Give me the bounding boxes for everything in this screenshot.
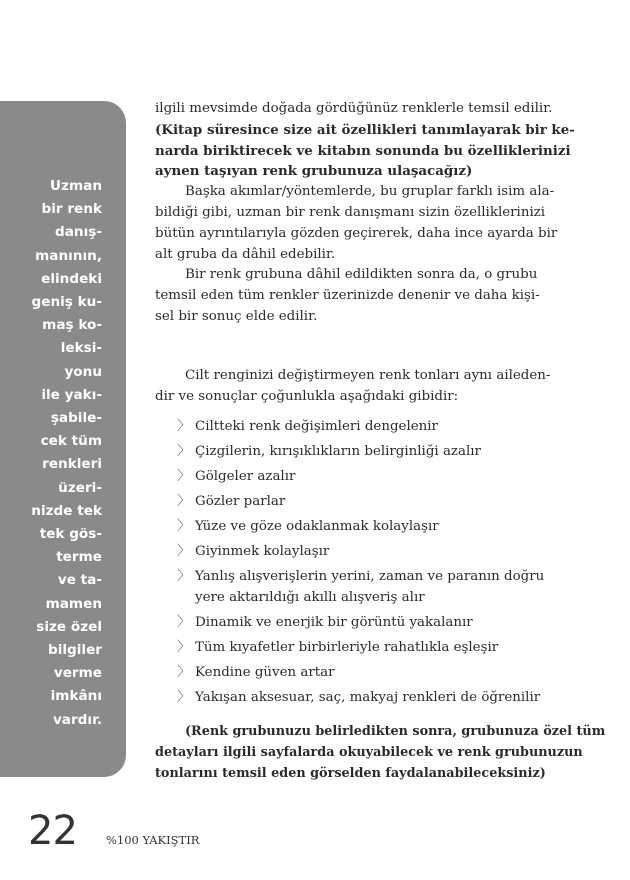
- list-item-text: Tüm kıyafetler birbirleriyle rahatlıkla eşleşir: [195, 640, 499, 656]
- text-line: bildiği gibi, uzman bir renk danışmanı sizin özelliklerinizi: [155, 204, 546, 220]
- bullet-chevron-icon: 〉: [177, 615, 191, 631]
- bullet-chevron-icon: 〉: [177, 419, 191, 435]
- bullet-chevron-icon: 〉: [177, 544, 191, 560]
- sidebar-line: renkleri: [42, 456, 102, 473]
- text-line: dir ve sonuçlar çoğunlukla aşağıdaki gibidir:: [155, 388, 459, 404]
- text-line: alt gruba da dâhil edebilir.: [155, 246, 336, 262]
- list-item-text: Gölgeler azalır: [195, 469, 296, 485]
- sidebar-callout: [0, 101, 126, 777]
- bullet-chevron-icon: 〉: [177, 494, 191, 510]
- sidebar-line: bilgiler: [47, 642, 102, 659]
- list-item: [155, 417, 529, 438]
- sidebar-line: geniş ku-: [31, 294, 102, 311]
- sidebar-line: elindeki: [41, 270, 102, 287]
- list-item-text: Yanlış alışverişlerin yerini, zaman ve paranın doğru: [195, 569, 545, 585]
- sidebar-line: terme: [56, 549, 102, 566]
- paragraph-3: [155, 265, 540, 327]
- text-line: detayları ilgili sayfalarda okuyabilecek ve renk grubunuzun: [155, 744, 583, 760]
- sidebar-line: ile yakı-: [41, 386, 102, 403]
- closing-note: [155, 722, 606, 784]
- list-item-text: Gözler parlar: [195, 494, 286, 510]
- list-item: [155, 613, 529, 634]
- sidebar-line: maş ko-: [42, 317, 102, 334]
- list-item-text: Yakışan aksesuar, saç, makyaj renkleri de öğrenilir: [195, 690, 541, 705]
- bullet-chevron-icon: 〉: [177, 469, 191, 485]
- text-line: narda biriktirecek ve kitabın sonunda bu özelliklerinizi: [155, 142, 571, 159]
- text-line: tonlarını temsil eden görselden faydalanabileceksiniz): [155, 765, 546, 781]
- bullet-chevron-icon: 〉: [177, 569, 191, 585]
- text-line: temsil eden tüm renkler üzerinizde denenir ve daha kişi-: [155, 288, 540, 304]
- text-line: Bir renk grubuna dâhil edildikten sonra da, o grubu: [185, 267, 538, 283]
- sidebar-line: danış-: [55, 224, 102, 241]
- sidebar-line: üzeri-: [58, 479, 102, 496]
- bullet-chevron-icon: 〉: [177, 665, 191, 681]
- bullet-chevron-icon: 〉: [177, 640, 191, 656]
- sidebar-line: nizde tek: [31, 502, 102, 519]
- sidebar-line: size özel: [36, 618, 102, 635]
- sidebar-line: leksi-: [60, 340, 102, 357]
- sidebar-line: şabile-: [50, 410, 102, 427]
- sidebar-line: Uzman: [50, 178, 102, 194]
- list-item-text: Çizgilerin, kırışıklıkların belirginliği azalır: [195, 444, 481, 460]
- sidebar-line: vardır.: [52, 711, 102, 728]
- main-text: [155, 99, 575, 713]
- list-item: [155, 638, 529, 659]
- list-item: [155, 542, 529, 563]
- benefits-list: [155, 417, 545, 708]
- list-item-text: Dinamik ve enerjik bir görüntü yakalanır: [195, 615, 473, 631]
- sidebar-line: bir renk: [41, 201, 102, 218]
- text-line: bütün ayrıntılarıyla gözden geçirerek, daha ince ayarda bir: [155, 225, 558, 241]
- text-line: Başka akımlar/yöntemlerde, bu gruplar farklı isim ala-: [185, 184, 555, 200]
- sidebar-line: tek gös-: [39, 526, 102, 543]
- spacer: [155, 328, 529, 366]
- bullet-chevron-icon: 〉: [177, 519, 191, 535]
- text-line: ilgili mevsimde doğada gördüğünüz renklerle temsil edilir.: [155, 101, 553, 116]
- sidebar-line: imkânı: [50, 688, 102, 705]
- sidebar-line: verme: [53, 665, 102, 682]
- list-item: [155, 663, 529, 684]
- list-item-text: Yüze ve göze odaklanmak kolaylaşır: [195, 519, 439, 535]
- list-item: [155, 467, 529, 488]
- sidebar-line: mamen: [45, 595, 102, 612]
- bullet-chevron-icon: 〉: [177, 444, 191, 460]
- sidebar-quote: [10, 175, 102, 732]
- list-item-text: Giyinmek kolaylaşır: [195, 544, 330, 560]
- text-line: Cilt renginizi değiştirmeyen renk tonları aynı aileden-: [185, 367, 551, 383]
- sidebar-line: manının,: [35, 247, 102, 264]
- text-line: sel bir sonuç elde edilir.: [155, 308, 318, 324]
- paragraph-2: [155, 182, 558, 265]
- text-line: (Renk grubunuzu belirledikten sonra, grubunuza özel tüm: [185, 724, 606, 739]
- text-line: aynen taşıyan renk grubunuza ulaşacağız): [155, 163, 473, 180]
- sidebar-line: cek tüm: [40, 433, 102, 450]
- paragraph-1: [155, 99, 575, 182]
- bullet-chevron-icon: 〉: [177, 690, 191, 705]
- list-item: [155, 688, 541, 709]
- text-line: (Kitap süresince size ait özellikleri tanımlayarak bir ke-: [155, 121, 575, 138]
- paragraph-4: [155, 366, 551, 408]
- sidebar-line: ve ta-: [57, 572, 102, 589]
- list-item-text: Kendine güven artar: [195, 665, 335, 681]
- list-item: [155, 442, 529, 463]
- sidebar-line: yonu: [64, 363, 102, 380]
- page-number: 22: [28, 808, 77, 854]
- list-item-text: yere aktarıldığı akıllı alışveriş alır: [195, 590, 425, 606]
- list-item: [155, 517, 529, 538]
- list-item: [155, 492, 529, 513]
- list-item: [155, 567, 545, 609]
- running-footer-title: %100 YAKIŞTIR: [106, 833, 200, 847]
- list-item-text: Ciltteki renk değişimleri dengelenir: [195, 419, 438, 435]
